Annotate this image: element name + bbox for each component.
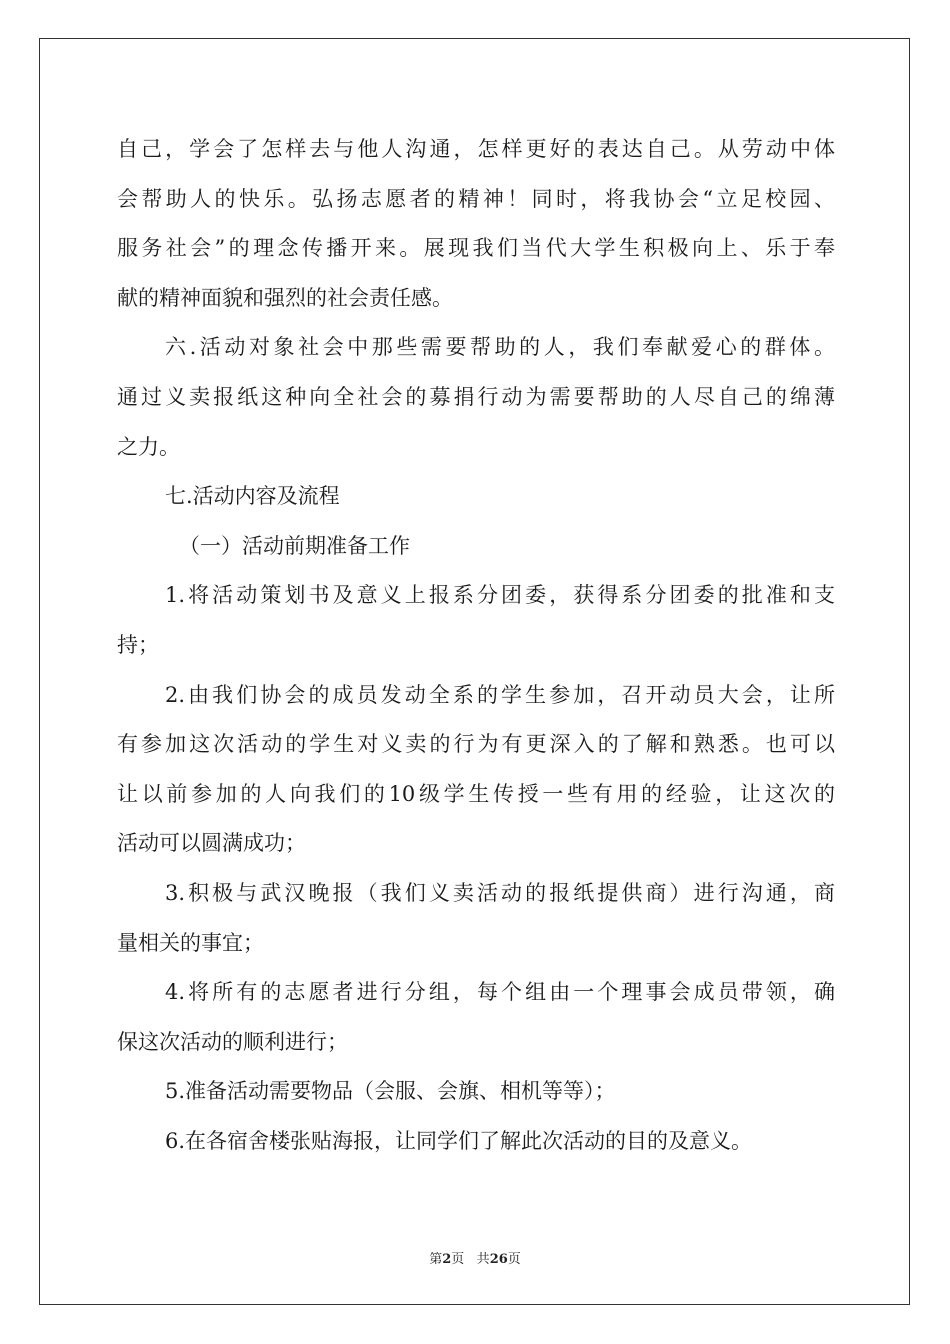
total-pages: 26 [489, 1252, 508, 1267]
text-line: 献的精神面貌和强烈的社会责任感。 [117, 285, 453, 310]
text-line: 自己，学会了怎样去与他人沟通，怎样更好的表达自己。从劳动中体 [117, 137, 835, 161]
list-item-line: 3.积极与武汉晚报（我们义卖活动的报纸提供商）进行沟通，商 [165, 880, 835, 905]
text-line: 六.活动对象社会中那些需要帮助的人，我们奉献爱心的群体。 [165, 335, 835, 360]
list-item-line: 让以前参加的人向我们的10级学生传授一些有用的经验，让这次的 [117, 781, 835, 806]
subsection-heading: （一）活动前期准备工作 [179, 533, 410, 558]
page-footer [0, 1248, 950, 1267]
total-suffix: 页 [507, 1252, 521, 1267]
list-item-line: 有参加这次活动的学生对义卖的行为有更深入的了解和熟悉。也可以 [117, 732, 835, 757]
text-line: 通过义卖报纸这种向全社会的募捐行动为需要帮助的人尽自己的绵薄 [117, 384, 835, 409]
list-item-line: 4.将所有的志愿者进行分组，每个组由一个理事会成员带领，确 [165, 980, 835, 1005]
text-line: 之力。 [117, 434, 180, 459]
document-body [117, 125, 835, 1166]
list-item-line: 5.准备活动需要物品（会服、会旗、相机等等）； [165, 1079, 616, 1104]
total-prefix: 共 [476, 1252, 490, 1267]
page-number: 2 [442, 1252, 452, 1267]
text-line: 会帮助人的快乐。弘扬志愿者的精神！同时，将我协会“立足校园、 [117, 186, 835, 211]
list-item-line: 6.在各宿舍楼张贴海报，让同学们了解此次活动的目的及意义。 [165, 1128, 753, 1153]
list-item-line: 2.由我们协会的成员发动全系的学生参加，召开动员大会，让所 [165, 682, 835, 707]
page-suffix: 页 [451, 1252, 465, 1267]
list-item-line: 活动可以圆满成功； [117, 831, 306, 856]
list-item-line: 持； [117, 632, 159, 657]
section-heading: 七.活动内容及流程 [165, 484, 340, 509]
list-item-line: 量相关的事宜； [117, 930, 264, 955]
list-item-line: 1.将活动策划书及意义上报系分团委，获得系分团委的批准和支 [165, 583, 835, 608]
text-line: 服务社会”的理念传播开来。展现我们当代大学生积极向上、乐于奉 [117, 236, 835, 261]
list-item-line: 保这次活动的顺利进行； [117, 1029, 348, 1054]
page-prefix: 第 [429, 1252, 443, 1267]
